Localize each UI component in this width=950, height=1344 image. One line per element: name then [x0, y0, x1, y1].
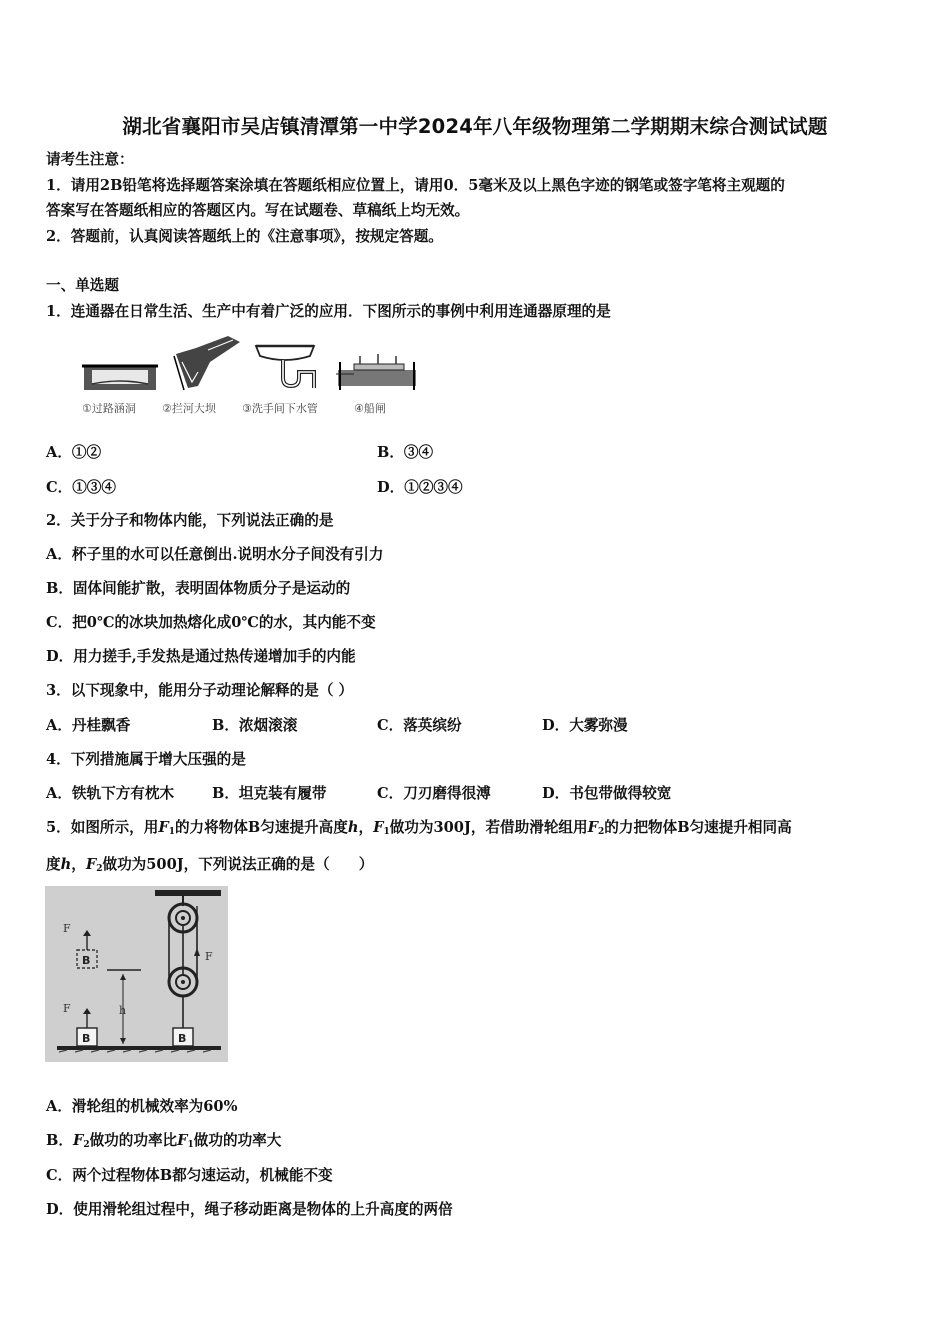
question-4-option-c: C．刀刃磨得很溥 — [377, 785, 491, 802]
question-4-option-b: B．坦克装有履带 — [212, 785, 327, 802]
question-1-stem: 1．连通器在日常生活、生产中有着广泛的应用．下图所示的事例中利用连通器原理的是 — [46, 303, 611, 320]
question-1-figure — [78, 332, 423, 420]
question-1-option-d: D．①②③④ — [377, 479, 463, 496]
question-1-option-b: B．③④ — [377, 444, 434, 461]
figure-label-3: ③洗手间下水管 — [242, 402, 318, 415]
question-2-option-d: D．用力搓手,手发热是通过热传递增加手的内能 — [46, 648, 356, 665]
notice-item-1-line-2: 答案写在答题纸相应的答题区内。写在试题卷、草稿纸上均无效。 — [46, 202, 470, 219]
sink-drain-image — [256, 346, 314, 388]
question-3-option-c: C．落英缤纷 — [377, 717, 462, 734]
figure-f1-label-lower: F — [63, 1002, 71, 1015]
question-5-option-b: B．$F_2$做功的功率比$F_1$做功的功率大 — [46, 1132, 282, 1150]
question-3-option-a: A．丹桂飘香 — [46, 717, 131, 734]
notice-item-2: 2．答题前，认真阅读答题纸上的《注意事项》，按规定答题。 — [46, 228, 443, 245]
notice-heading: 请考生注意： — [46, 151, 134, 168]
question-2-stem: 2．关于分子和物体内能，下列说法正确的是 — [46, 512, 334, 529]
dam-image — [174, 336, 240, 390]
question-3-stem: 3．以下现象中，能用分子动理论解释的是（ ） — [46, 682, 354, 699]
question-5-option-a: A．滑轮组的机械效率为60% — [46, 1098, 238, 1115]
question-5-option-d: D．使用滑轮组过程中，绳子移动距离是物体的上升高度的两倍 — [46, 1201, 453, 1218]
question-3-option-b: B．浓烟滚滚 — [212, 717, 298, 734]
figure-label-4: ④船闸 — [354, 402, 386, 415]
question-5-stem-line-1: 5．如图所示，用$F_1$的力将物体B匀速提升高度h，$F_1$做功为300J，若借助滑轮组用$F_2$的力把物体B匀速提升相同高 — [46, 819, 792, 837]
question-2-option-b: B．固体间能扩散，表明固体物质分子是运动的 — [46, 580, 351, 597]
question-4-option-a: A．铁轨下方有枕木 — [46, 785, 175, 802]
question-4-stem: 4．下列措施属于增大压强的是 — [46, 751, 246, 768]
ship-lock-image — [336, 354, 416, 390]
figure-block-b-label-right: B — [178, 1032, 187, 1045]
figure-label-2: ②拦河大坝 — [162, 402, 216, 415]
question-4-option-d: D．书包带做得较宽 — [542, 785, 672, 802]
question-5-option-c: C．两个过程物体B都匀速运动，机械能不变 — [46, 1167, 333, 1184]
question-5-stem-line-2: 度h，$F_2$做功为500J，下列说法正确的是（ ） — [46, 856, 374, 874]
culvert-image — [82, 366, 158, 390]
section-heading-single-choice: 一、单选题 — [46, 277, 119, 294]
figure-f1-label-upper: F — [63, 922, 71, 935]
document-title: 湖北省襄阳市吴店镇清潭第一中学2024年八年级物理第二学期期末综合测试试题 — [122, 115, 828, 138]
question-2-option-c: C．把0℃的冰块加热熔化成0℃的水，其内能不变 — [46, 614, 376, 631]
figure-label-1: ①过路涵洞 — [82, 402, 136, 415]
notice-item-1-line-1: 1．请用2B铅笔将选择题答案涂填在答题纸相应位置上，请用0．5毫米及以上黑色字迹的钢笔或签字笔将主观题的 — [46, 177, 785, 194]
question-3-option-d: D．大雾弥漫 — [542, 717, 628, 734]
figure-block-b-dashed-label: B — [82, 954, 91, 967]
figure-block-b-label-left: B — [82, 1032, 91, 1045]
question-5-figure — [45, 886, 228, 1062]
figure-height-label: h — [119, 1004, 127, 1017]
question-2-option-a: A．杯子里的水可以任意倒出.说明水分子间没有引力 — [46, 546, 384, 563]
figure-f2-label: F — [205, 950, 213, 963]
question-1-option-c: C．①③④ — [46, 479, 116, 496]
question-1-option-a: A．①② — [46, 444, 102, 461]
